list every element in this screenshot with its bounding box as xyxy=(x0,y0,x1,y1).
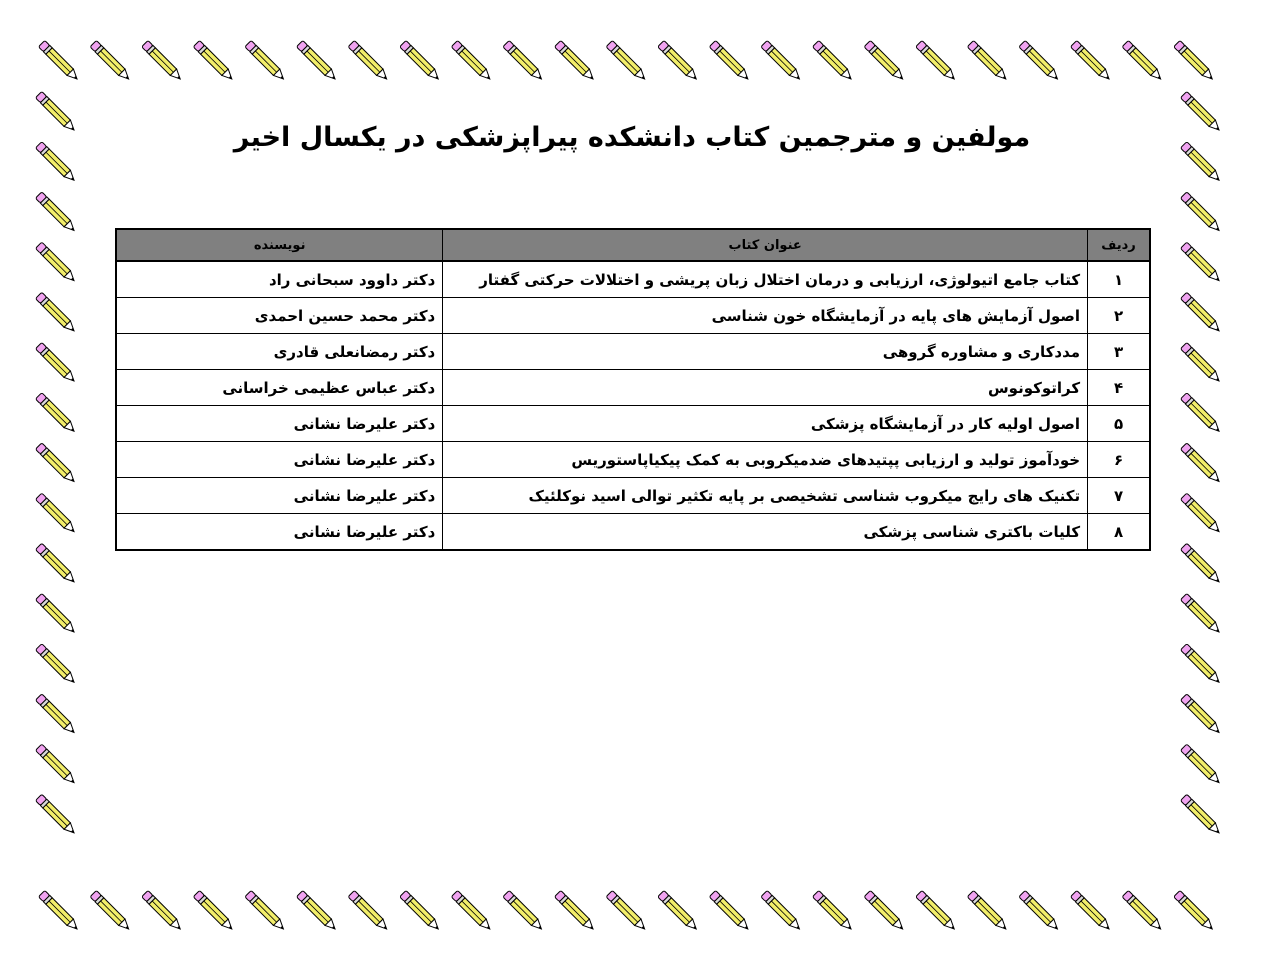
pencil-icon xyxy=(812,890,854,932)
book-title-cell: اصول اولیه کار در آزمایشگاه پزشکی xyxy=(443,406,1088,442)
pencil-icon xyxy=(503,40,545,82)
pencil-icon xyxy=(1174,890,1216,932)
pencil-icon xyxy=(1180,393,1222,435)
pencil-icon xyxy=(35,443,77,485)
pencil-icon xyxy=(400,890,442,932)
row-number-cell: ۸ xyxy=(1088,514,1150,551)
pencil-icon xyxy=(35,794,77,836)
row-number-cell: ۳ xyxy=(1088,334,1150,370)
pencil-icon xyxy=(554,890,596,932)
pencil-icon xyxy=(245,890,287,932)
row-number-cell: ۷ xyxy=(1088,478,1150,514)
pencil-icon xyxy=(1180,543,1222,585)
pencil-icon xyxy=(35,192,77,234)
pencil-icon xyxy=(709,890,751,932)
pencil-icon xyxy=(761,890,803,932)
pencil-icon xyxy=(1180,292,1222,334)
author-cell: دکتر علیرضا نشانی xyxy=(116,478,443,514)
pencil-icon xyxy=(35,493,77,535)
pencil-icon xyxy=(245,40,287,82)
row-number-cell: ۶ xyxy=(1088,442,1150,478)
pencil-icon xyxy=(348,890,390,932)
header-row-number: ردیف xyxy=(1088,229,1150,261)
author-cell: دکتر رمضانعلی قادری xyxy=(116,334,443,370)
pencil-icon xyxy=(967,890,1009,932)
author-cell: دکتر علیرضا نشانی xyxy=(116,406,443,442)
book-title-cell: تکنیک های رایج میکروب شناسی تشخیصی بر پایه تکثیر توالی اسید نوکلئیک xyxy=(443,478,1088,514)
pencil-icon xyxy=(1180,493,1222,535)
pencil-icon xyxy=(1180,593,1222,635)
row-number-cell: ۴ xyxy=(1088,370,1150,406)
pencil-icon xyxy=(1070,890,1112,932)
book-title-cell: کلیات باکتری شناسی پزشکی xyxy=(443,514,1088,551)
row-number-cell: ۲ xyxy=(1088,298,1150,334)
pencil-icon xyxy=(400,40,442,82)
pencil-icon xyxy=(1019,890,1061,932)
pencil-icon xyxy=(658,40,700,82)
pencil-icon xyxy=(90,890,132,932)
pencil-icon xyxy=(606,890,648,932)
table-row xyxy=(116,261,1150,298)
pencil-icon xyxy=(1180,91,1222,133)
pencil-icon xyxy=(35,694,77,736)
pencil-icon xyxy=(503,890,545,932)
book-title-cell: کتاب جامع اتیولوژی، ارزیابی و درمان اختلال زبان پریشی و اختلالات حرکتی گفتار xyxy=(443,261,1088,298)
table-row xyxy=(116,514,1150,551)
pencil-icon xyxy=(451,890,493,932)
table-row xyxy=(116,370,1150,406)
pencil-icon xyxy=(1122,890,1164,932)
pencil-icon xyxy=(554,40,596,82)
pencil-icon xyxy=(348,40,390,82)
pencil-icon xyxy=(1122,40,1164,82)
author-cell: دکتر عباس عظیمی خراسانی xyxy=(116,370,443,406)
book-title-cell: خودآموز تولید و ارزیابی پپتیدهای ضدمیکروبی به کمک پیکیاپاستوریس xyxy=(443,442,1088,478)
pencil-icon xyxy=(35,543,77,585)
row-number-cell: ۵ xyxy=(1088,406,1150,442)
pencil-icon xyxy=(606,40,648,82)
table-header-row xyxy=(116,229,1150,261)
pencil-icon xyxy=(916,890,958,932)
pencil-icon xyxy=(35,744,77,786)
pencil-icon xyxy=(142,40,184,82)
pencil-icon xyxy=(1180,694,1222,736)
pencil-icon xyxy=(1180,242,1222,284)
book-title-cell: کراتوکونوس xyxy=(443,370,1088,406)
pencil-icon xyxy=(1180,744,1222,786)
pencil-icon xyxy=(35,393,77,435)
book-table xyxy=(115,228,1151,551)
pencil-icon xyxy=(1180,794,1222,836)
pencil-icon xyxy=(864,40,906,82)
pencil-icon xyxy=(296,890,338,932)
table-row xyxy=(116,442,1150,478)
pencil-icon xyxy=(967,40,1009,82)
pencil-icon xyxy=(35,292,77,334)
author-cell: دکتر داوود سبحانی راد xyxy=(116,261,443,298)
pencil-icon xyxy=(1180,342,1222,384)
book-title-cell: مددکاری و مشاوره گروهی xyxy=(443,334,1088,370)
table-row xyxy=(116,298,1150,334)
pencil-icon xyxy=(761,40,803,82)
row-number-cell: ۱ xyxy=(1088,261,1150,298)
pencil-icon xyxy=(193,40,235,82)
pencil-icon xyxy=(142,890,184,932)
pencil-icon xyxy=(1070,40,1112,82)
table-row xyxy=(116,406,1150,442)
page-title: مولفین و مترجمین کتاب دانشکده پیراپزشکی در یکسال اخیر xyxy=(233,122,1031,153)
pencil-icon xyxy=(296,40,338,82)
pencil-icon xyxy=(193,890,235,932)
pencil-icon xyxy=(38,40,80,82)
pencil-icon xyxy=(35,593,77,635)
header-book-title: عنوان کتاب xyxy=(443,229,1088,261)
header-author: نویسنده xyxy=(116,229,443,261)
author-cell: دکتر علیرضا نشانی xyxy=(116,514,443,551)
author-cell: دکتر محمد حسین احمدی xyxy=(116,298,443,334)
pencil-icon xyxy=(1180,192,1222,234)
pencil-icon xyxy=(35,91,77,133)
pencil-icon xyxy=(451,40,493,82)
book-title-cell: اصول آزمایش های پایه در آزمایشگاه خون شناسی xyxy=(443,298,1088,334)
table-row xyxy=(116,334,1150,370)
pencil-icon xyxy=(812,40,854,82)
author-cell: دکتر علیرضا نشانی xyxy=(116,442,443,478)
pencil-icon xyxy=(658,890,700,932)
pencil-icon xyxy=(90,40,132,82)
pencil-icon xyxy=(1174,40,1216,82)
pencil-icon xyxy=(38,890,80,932)
pencil-icon xyxy=(709,40,751,82)
pencil-icon xyxy=(1180,644,1222,686)
pencil-icon xyxy=(864,890,906,932)
pencil-icon xyxy=(35,644,77,686)
pencil-icon xyxy=(35,342,77,384)
pencil-icon xyxy=(1180,142,1222,184)
pencil-icon xyxy=(1180,443,1222,485)
pencil-icon xyxy=(35,242,77,284)
pencil-icon xyxy=(35,142,77,184)
pencil-icon xyxy=(1019,40,1061,82)
pencil-icon xyxy=(916,40,958,82)
table-row xyxy=(116,478,1150,514)
